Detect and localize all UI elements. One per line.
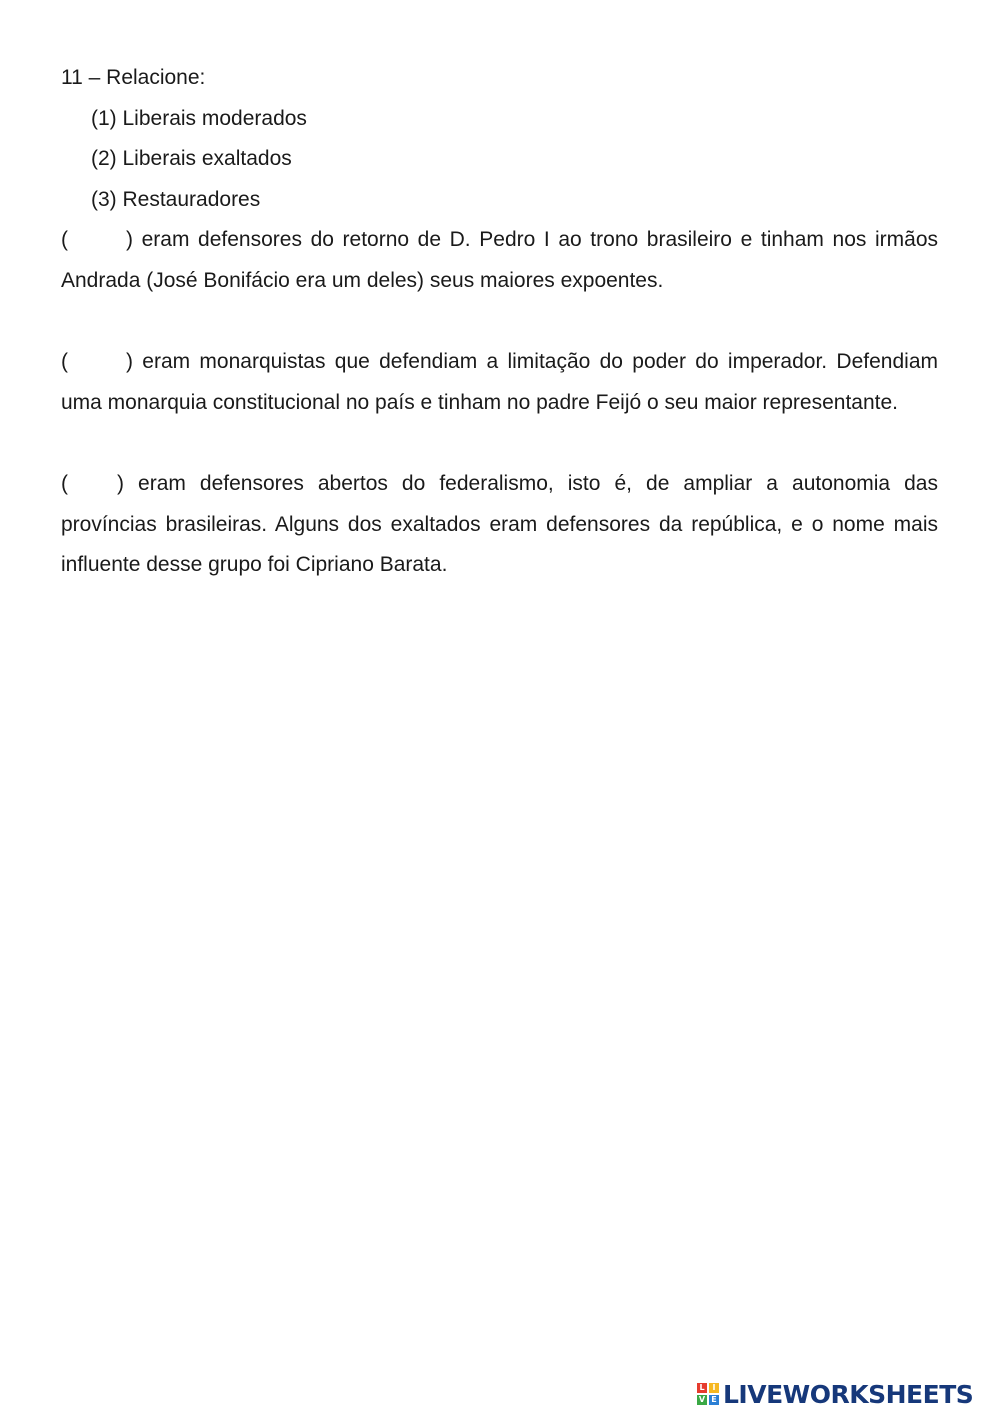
statement-3 <box>61 464 938 586</box>
question-heading: 11 – Relacione: <box>61 66 206 89</box>
spacer <box>61 302 938 343</box>
option-2: (2) Liberais exaltados <box>91 147 292 171</box>
logo-mark-letter: I <box>709 1383 719 1393</box>
option-1: (1) Liberais moderados <box>91 106 307 130</box>
liveworksheets-logo <box>697 1378 973 1410</box>
statement-3-text: ) eram defensores abertos do federalismo, isto é, de ampliar a autonomia das províncias brasileiras. Alguns dos exaltados eram defensores da república, e o nome mais influente desse grupo foi Cipriano Barata. <box>61 471 938 577</box>
statement-2-text: ) eram monarquistas que defendiam a limitação do poder do imperador. Defendiam uma monarquia constitucional no país e tinham no padre Feijó o seu maior representante. <box>61 350 938 414</box>
logo-text: LIVEWORKSHEETS <box>723 1379 974 1409</box>
logo-mark-icon <box>697 1383 719 1405</box>
worksheet-content <box>61 58 938 586</box>
spacer <box>61 423 938 464</box>
statement-1-text: ) eram defensores do retorno de D. Pedro I ao trono brasileiro e tinham nos irmãos Andrada (José Bonifácio era um deles) seus maiores expoentes. <box>61 228 938 292</box>
options-list <box>61 99 938 221</box>
statement-3-open-paren: ( <box>61 471 68 495</box>
statement-2 <box>61 342 938 423</box>
logo-mark-letter: E <box>709 1395 719 1405</box>
statement-1-open-paren: ( <box>61 228 68 252</box>
statement-1 <box>61 220 938 301</box>
statement-2-open-paren: ( <box>61 350 68 374</box>
logo-mark-letter: L <box>697 1383 707 1393</box>
option-3: (3) Restauradores <box>91 187 261 211</box>
logo-mark-letter: V <box>698 1395 706 1404</box>
